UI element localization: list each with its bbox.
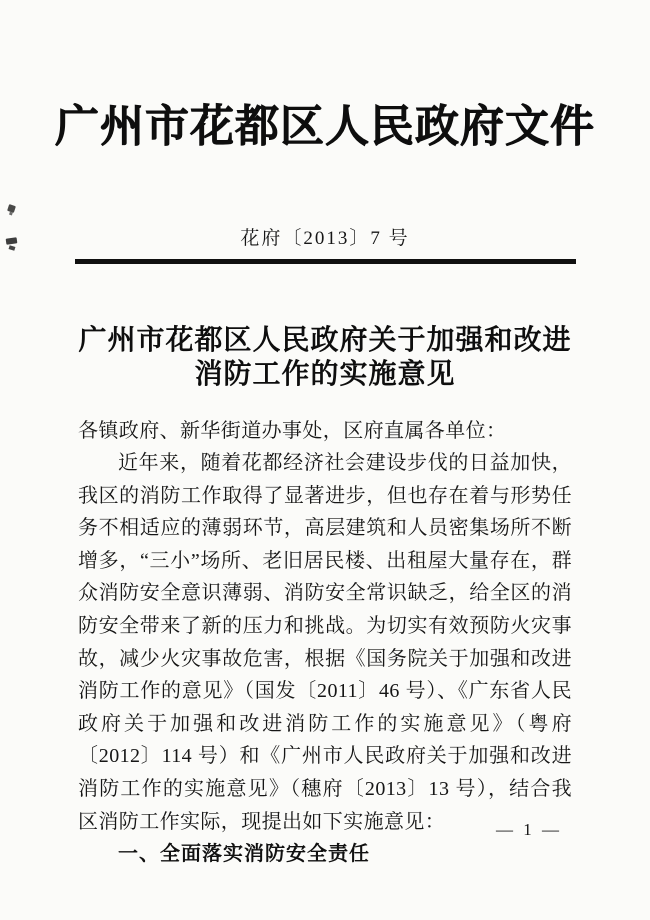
body-paragraph: 近年来，随着花都经济社会建设步伐的日益加快，我区的消防工作取得了显著进步，但也存在着与形势任务不相适应的薄弱环节，高层建筑和人员密集场所不断增多，“三小”场所、老旧居民楼、出租屋大量存在，群众消防安全意识薄弱、消防安全常识缺乏，给全区的消防安全带来了新的压力和挑战。为切实有效预防火灾事故，减少火灾事故危害，根据《国务院关于加强和改进消防工作的意见》（国发〔2011〕46 号）、《广东省人民政府关于加强和改进消防工作的实施意见》（粤府〔2012〕114 号）和《广州市人民政府关于加强和改进消防工作的实施意见》（穗府〔2013〕13 号），结合我区消防工作实际，现提出如下实施意见： — [78, 452, 572, 833]
scan-artifact — [7, 204, 16, 213]
document-header-org-title: 广州市花都区人民政府文件 — [55, 102, 595, 151]
document-title-line1: 广州市花都区人民政府关于加强和改进 — [78, 325, 572, 357]
header-separator-rule — [75, 259, 576, 264]
salutation-line: 各镇政府、新华街道办事处，区府直属各单位： — [78, 419, 507, 442]
section-1-heading: 一、全面落实消防安全责任 — [118, 843, 370, 866]
document-title-line2: 消防工作的实施意见 — [194, 359, 456, 391]
page-number: — 1 — — [496, 820, 562, 839]
document-body — [78, 415, 572, 871]
document-number: 花府〔2013〕7 号 — [240, 228, 410, 250]
document-title — [40, 324, 610, 392]
